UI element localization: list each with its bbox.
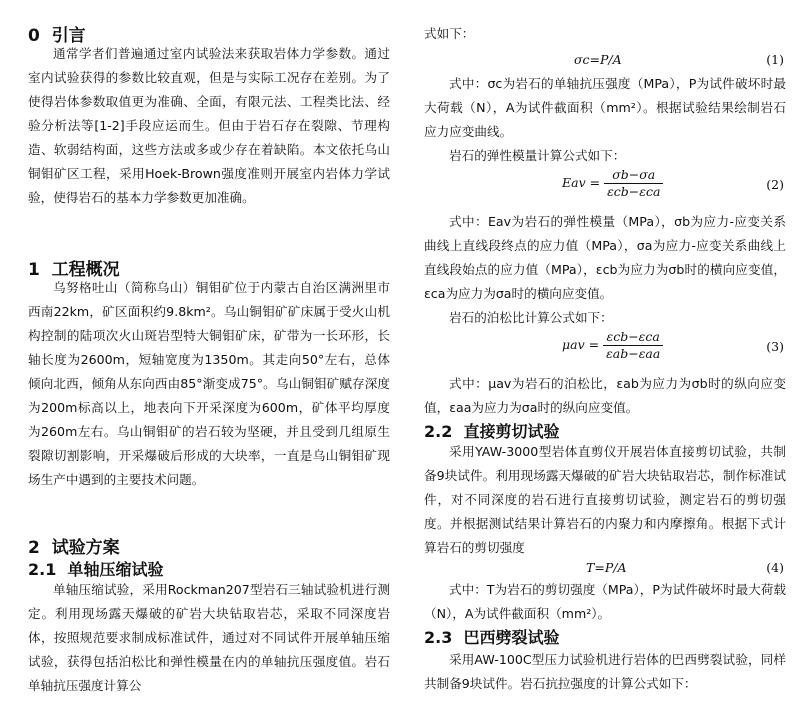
equation-number: (4) (766, 560, 784, 575)
paragraph-eq4-explanation: 式中：T为岩石的剪切强度（MPa），P为试件破坏时最大荷载（N），A为试件截面积（mm²）。 (424, 582, 786, 621)
heading-introduction: 0 引言 (28, 26, 86, 46)
paragraph-eq3-explanation: 式中：μav为岩石的泊松比，εab为应力为σb时的纵向应变值，εaa为应力为σa时的纵向应变值。 (424, 376, 786, 415)
paragraph-introduction: 通常学者们普遍通过室内试验法来获取岩体力学参数。通过室内试验获得的参数比较直观，但是与实际工况存在差别。为了使得岩体参数取值更为准确、全面，有限元法、工程类比法、经验分析法等[1-2]手段应运而生。但由于岩石存在裂隙、节理构造、软弱结构面，这些方法或多或少存在着缺陷。本文依托乌山铜钼矿区工程，采用Hoek-Brown强度准则开展室内岩体力学试验，使得岩石的基本力学参数更加准确。 (28, 46, 390, 205)
paragraph-brazilian-splitting: 采用AW-100C型压力试验机进行岩体的巴西劈裂试验，同样共制备9块试件。岩石抗拉强度的计算公式如下： (424, 652, 786, 691)
heading-direct-shear: 2.2 直接剪切试验 (424, 422, 560, 441)
equation-number: (2) (766, 177, 784, 192)
paragraph-direct-shear: 采用YAW-3000型岩体直剪仪开展岩体直接剪切试验，共制备9块试件。利用现场露天爆破的矿岩大块钻取岩芯，制作标准试件，对不同深度的岩石进行直接剪切试验，测定岩石的剪切强度。并根据测试结果计算岩石的内聚力和内摩擦角。根据下式计算岩石的剪切强度 (424, 444, 786, 555)
paragraph-poisson-intro: 岩石的泊松比计算公式如下： (449, 310, 613, 325)
equation-3: μav = $\frac{\text{εcb−εca}}{\text{εab−εaa}}$ (3) (562, 329, 784, 361)
heading-test-scheme: 2 试验方案 (28, 538, 120, 558)
paragraph-eq2-explanation: 式中：Eav为岩石的弹性模量（MPa），σb为应力-应变关系曲线上直线段终点的应力值（MPa），σa为应力-应变关系曲线上直线段始点的应力值（MPa），εcb为应力为σb时的横向应变值，εca为应力为σa时的横向应变值。 (424, 214, 786, 301)
equation-2: Eav = $\frac{\sigma b-\sigma a}{\text{εcb−εca}}$ (2) (562, 167, 784, 199)
equation-number: (1) (766, 52, 784, 67)
heading-project-overview: 1 工程概况 (28, 260, 120, 280)
paragraph-project-overview: 乌努格吐山（简称乌山）铜钼矿位于内蒙古自治区满洲里市西南22km，矿区面积约9.8km²。乌山铜钼矿矿床属于受火山机构控制的陆项次火山斑岩型特大铜钼矿床，矿带为一长环形，长轴长度为2600m，短轴宽度为1350m。其走向50°左右，总体倾向北西，倾角从东向西由85°渐变成75°。乌山铜钼矿赋存深度为200m标高以上，地表向下开采深度为600m，矿体平均厚度为260m左右。乌山铜钼矿的岩石较为坚硬，并且受到几组原生裂隙切割影响，开采爆破后形成的大块率，一直是乌山铜钼矿现场生产中遇到的主要技术问题。 (28, 280, 390, 487)
equation-number: (3) (766, 339, 784, 354)
heading-brazilian-splitting: 2.3 巴西劈裂试验 (424, 628, 560, 647)
equation-4: T=P/A (4) (586, 560, 784, 575)
heading-uniaxial-compression: 2.1 单轴压缩试验 (28, 560, 164, 579)
equation-1: σc=P/A (1) (574, 52, 784, 67)
paragraph-uniaxial-compression: 单轴压缩试验，采用Rockman207型岩石三轴试验机进行测定。利用现场露天爆破的矿岩大块钻取岩芯，采取不同深度岩体，按照规范要求制成标准试件，通过对不同试件开展单轴压缩试验，获得包括泊松比和弹性模量在内的单轴抗压强度值。岩石单轴抗压强度计算公 (28, 582, 390, 693)
paragraph-formula-intro: 式如下： (424, 26, 475, 41)
paragraph-eq1-explanation: 式中：σc为岩石的单轴抗压强度（MPa），P为试件破坏时最大荷载（N），A为试件截面积（mm²）。根据试验结果绘制岩石应力应变曲线。 (424, 76, 786, 139)
paragraph-elastic-modulus-intro: 岩石的弹性模量计算公式如下： (449, 148, 626, 163)
